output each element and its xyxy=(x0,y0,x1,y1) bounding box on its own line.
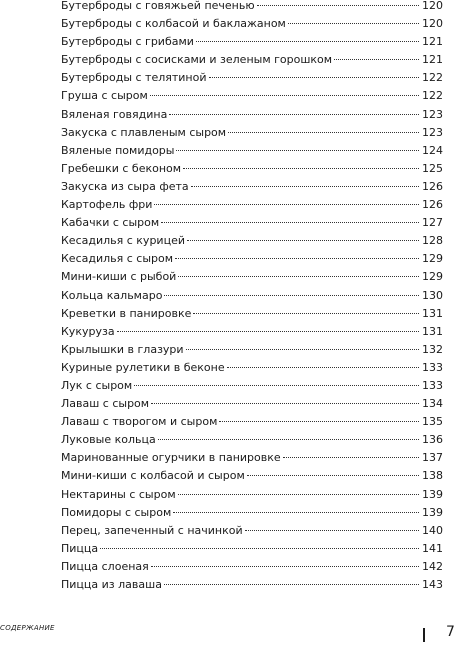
toc-entry-page: 123 xyxy=(422,125,443,139)
dot-leader xyxy=(164,295,419,296)
toc-entry-page: 125 xyxy=(422,161,443,175)
dot-leader xyxy=(257,5,419,6)
toc-entry-page: 129 xyxy=(422,252,443,266)
toc-entry-page: 133 xyxy=(422,360,443,374)
toc-entry-title: Лаваш с сыром xyxy=(61,397,150,411)
toc-entry-title: Вяленые помидоры xyxy=(61,143,175,157)
dot-leader xyxy=(154,204,419,205)
dot-leader xyxy=(183,168,419,169)
toc-entry xyxy=(61,449,443,467)
toc-entry-title: Лук с сыром xyxy=(61,378,133,392)
toc-entry-title: Нектарины с сыром xyxy=(61,487,176,501)
toc-entry xyxy=(61,323,443,341)
toc-entry-title: Бутерброды с колбасой и баклажаном xyxy=(61,17,286,31)
toc-entry-page: 132 xyxy=(422,342,443,356)
dot-leader xyxy=(164,584,419,585)
toc-entry-title: Лаваш с творогом и сыром xyxy=(61,415,218,429)
toc-entry xyxy=(61,214,443,232)
toc-entry xyxy=(61,69,443,87)
toc-entry-page: 138 xyxy=(422,469,443,483)
toc-entry xyxy=(61,504,443,522)
toc-entry-page: 131 xyxy=(422,324,443,338)
toc-entry-title: Крылышки в глазури xyxy=(61,342,184,356)
dot-leader xyxy=(191,186,419,187)
dot-leader xyxy=(219,421,419,422)
toc-entry-title: Гребешки с беконом xyxy=(61,161,182,175)
toc-entry-title: Луковые кольца xyxy=(61,433,156,447)
dot-leader xyxy=(150,95,419,96)
toc-entry xyxy=(61,232,443,250)
toc-entry-page: 126 xyxy=(422,179,443,193)
toc-entry-page: 127 xyxy=(422,216,443,230)
toc-entry-title: Пицца xyxy=(61,541,99,555)
toc-entry-title: Кесадилья с курицей xyxy=(61,234,185,248)
toc-entry xyxy=(61,160,443,178)
toc-entry xyxy=(61,0,443,15)
toc-entry-page: 121 xyxy=(422,35,443,49)
toc-entry-title: Закуска из сыра фета xyxy=(61,179,189,193)
toc-entry xyxy=(61,431,443,449)
dot-leader xyxy=(161,222,419,223)
toc-entry xyxy=(61,106,443,124)
toc-entry-title: Помидоры с сыром xyxy=(61,505,172,519)
toc-entry-title: Картофель фри xyxy=(61,198,153,212)
toc-entry-page: 129 xyxy=(422,270,443,284)
dot-leader xyxy=(187,240,419,241)
toc-entry xyxy=(61,467,443,485)
toc-entry xyxy=(61,341,443,359)
dot-leader xyxy=(169,114,419,115)
toc-entry-page: 122 xyxy=(422,71,443,85)
toc-entry xyxy=(61,87,443,105)
footer-section-title: СОДЕРЖАНИЕ xyxy=(0,624,55,632)
dot-leader xyxy=(175,258,419,259)
toc-entry xyxy=(61,486,443,504)
dot-leader xyxy=(134,385,419,386)
toc-entry xyxy=(61,33,443,51)
toc-entry-title: Маринованные огурчики в панировке xyxy=(61,451,281,465)
toc-entry-page: 135 xyxy=(422,415,443,429)
toc-entry xyxy=(61,142,443,160)
toc-entry-page: 140 xyxy=(422,523,443,537)
toc-entry-page: 139 xyxy=(422,505,443,519)
toc-entry xyxy=(61,395,443,413)
dot-leader xyxy=(334,59,419,60)
toc-entry-title: Кесадилья с сыром xyxy=(61,252,174,266)
toc-entry-page: 126 xyxy=(422,198,443,212)
toc-entry xyxy=(61,268,443,286)
toc-entry xyxy=(61,287,443,305)
footer-divider xyxy=(423,628,425,642)
toc-entry xyxy=(61,540,443,558)
toc-entry xyxy=(61,558,443,576)
toc-entry-page: 137 xyxy=(422,451,443,465)
toc-entry-title: Бутерброды с сосисками и зеленым горошком xyxy=(61,53,333,67)
toc-entry-page: 120 xyxy=(422,0,443,12)
dot-leader xyxy=(196,41,419,42)
dot-leader xyxy=(209,77,420,78)
dot-leader xyxy=(227,367,419,368)
toc-entry xyxy=(61,576,443,594)
toc-entry-page: 134 xyxy=(422,397,443,411)
dot-leader xyxy=(247,475,419,476)
dot-leader xyxy=(176,150,419,151)
toc-entry-title: Перец, запеченный с начинкой xyxy=(61,523,243,537)
toc-entry xyxy=(61,196,443,214)
toc-entry-title: Креветки в панировке xyxy=(61,306,192,320)
dot-leader xyxy=(283,457,419,458)
dot-leader xyxy=(117,331,419,332)
toc-entry xyxy=(61,178,443,196)
toc-entry-title: Бутерброды с грибами xyxy=(61,35,194,49)
toc-entry-page: 139 xyxy=(422,487,443,501)
toc-entry-page: 133 xyxy=(422,378,443,392)
dot-leader xyxy=(178,494,419,495)
toc-entry-title: Кукуруза xyxy=(61,324,115,338)
toc-entry-page: 141 xyxy=(422,541,443,555)
toc-entry-page: 143 xyxy=(422,578,443,591)
toc-entry-title: Мини-киши с рыбой xyxy=(61,270,177,284)
dot-leader xyxy=(193,313,419,314)
dot-leader xyxy=(151,403,419,404)
toc-entry-page: 121 xyxy=(422,53,443,67)
toc-entry xyxy=(61,15,443,33)
toc-entry-page: 131 xyxy=(422,306,443,320)
toc-entry xyxy=(61,305,443,323)
dot-leader xyxy=(151,566,419,567)
toc-entry xyxy=(61,124,443,142)
toc-entry-title: Закуска с плавленым сыром xyxy=(61,125,227,139)
toc-entry-page: 122 xyxy=(422,89,443,103)
toc-entry-page: 123 xyxy=(422,107,443,121)
toc-entry-title: Вяленая говядина xyxy=(61,107,168,121)
dot-leader xyxy=(228,132,419,133)
toc-entry-title: Бутерброды с телятиной xyxy=(61,71,207,85)
toc-entry-page: 130 xyxy=(422,288,443,302)
dot-leader xyxy=(178,276,419,277)
dot-leader xyxy=(173,512,419,513)
toc-entry-page: 128 xyxy=(422,234,443,248)
toc-entry-title: Бутерброды с говяжьей печенью xyxy=(61,0,255,12)
toc-entry xyxy=(61,377,443,395)
toc-entry-title: Пицца из лаваша xyxy=(61,578,162,591)
toc-entry-title: Пицца слоеная xyxy=(61,559,149,573)
toc-entry-title: Груша с сыром xyxy=(61,89,148,103)
toc-entry-title: Мини-киши с колбасой и сыром xyxy=(61,469,245,483)
toc-entry-title: Куриные рулетики в беконе xyxy=(61,360,225,374)
dot-leader xyxy=(158,439,419,440)
toc-entry-page: 136 xyxy=(422,433,443,447)
toc-entry xyxy=(61,250,443,268)
table-of-contents xyxy=(61,0,443,594)
toc-entry xyxy=(61,413,443,431)
toc-entry-page: 124 xyxy=(422,143,443,157)
footer-page-number: 7 xyxy=(446,624,455,640)
toc-entry xyxy=(61,522,443,540)
toc-entry-page: 120 xyxy=(422,17,443,31)
toc-entry-page: 142 xyxy=(422,559,443,573)
toc-entry xyxy=(61,359,443,377)
dot-leader xyxy=(100,548,419,549)
dot-leader xyxy=(245,530,419,531)
toc-entry-title: Кольца кальмаро xyxy=(61,288,163,302)
dot-leader xyxy=(288,23,419,24)
toc-entry-title: Кабачки с сыром xyxy=(61,216,160,230)
dot-leader xyxy=(186,349,419,350)
toc-entry xyxy=(61,51,443,69)
